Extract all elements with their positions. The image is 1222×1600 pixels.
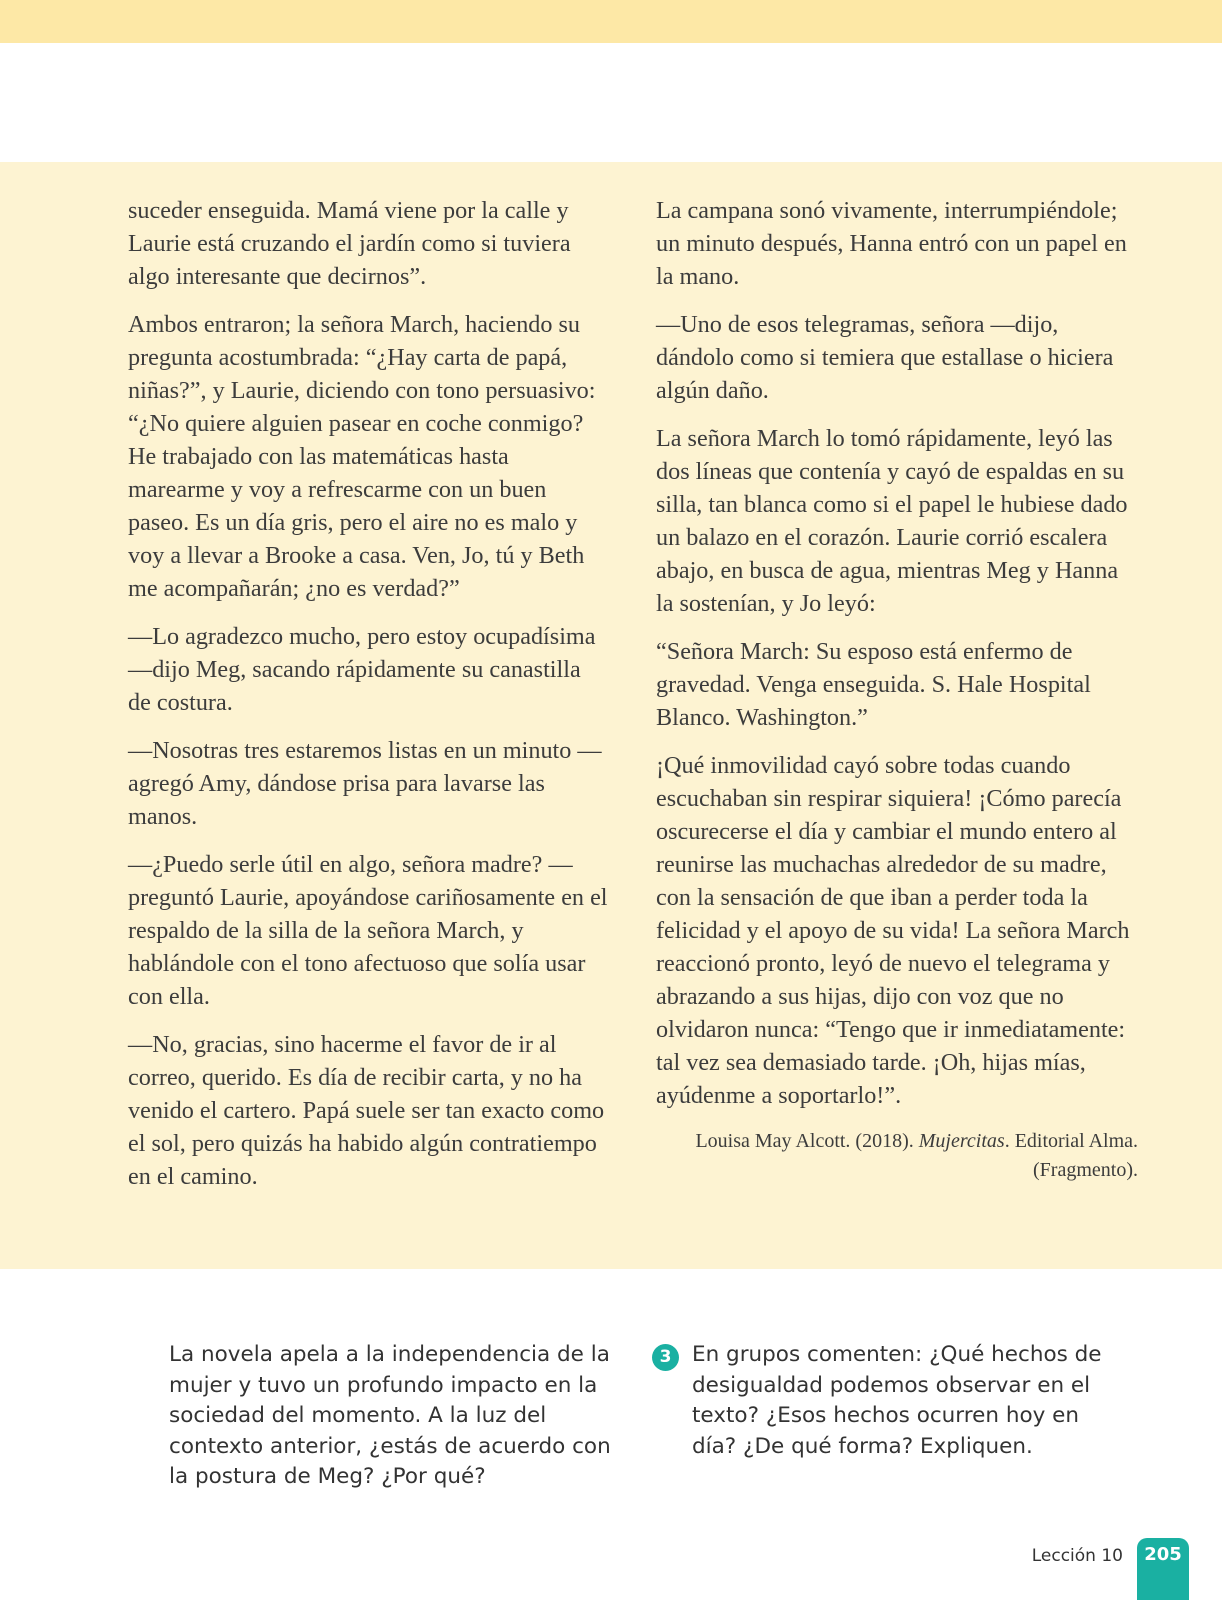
reading-paragraph: suceder enseguida. Mamá viene por la calle y Laurie está cruzando el jardín como si tuviera algo interesante que decirnos”. bbox=[128, 197, 571, 290]
reading-paragraph: “Señora March: Su esposo está enfermo de gravedad. Venga enseguida. S. Hale Hospital Blanco. Washington.” bbox=[656, 638, 1091, 731]
citation-title: Mujercitas bbox=[918, 1130, 1005, 1152]
citation-author: Louisa May Alcott. (2018). bbox=[695, 1130, 919, 1152]
reading-column-right bbox=[656, 194, 1138, 1185]
citation-publisher: . Editorial Alma. (Fragmento). bbox=[1004, 1130, 1138, 1181]
activity-text: La novela apela a la independencia de la mujer y tuvo un profundo impacto en la sociedad del momento. A la luz del contexto anterior, ¿estás de acuerdo con la postura de Meg? ¿Por qué? bbox=[169, 1342, 611, 1489]
activity-number-badge: 3 bbox=[652, 1344, 679, 1371]
reading-paragraph: —Lo agradezco mucho, pero estoy ocupadísima —dijo Meg, sacando rápidamente su canastilla de costura. bbox=[128, 623, 596, 716]
activity-question-left bbox=[169, 1340, 619, 1493]
activity-text: En grupos comenten: ¿Qué hechos de desigualdad podemos observar en el texto? ¿Esos hechos ocurren hoy en día? ¿De qué forma? Expliquen. bbox=[692, 1342, 1102, 1459]
reading-paragraph: La señora March lo tomó rápidamente, leyó las dos líneas que contenía y cayó de espaldas en su silla, tan blanca como si el papel le hubiese dado un balazo en el corazón. Laurie corrió escalera abajo, en busca de agua, mientras Meg y Hanna la sostenían, y Jo leyó: bbox=[656, 425, 1128, 617]
reading-paragraph: ¡Qué inmovilidad cayó sobre todas cuando escuchaban sin respirar siquiera! ¡Cómo parecía oscurecerse el día y cambiar el mundo entero al reunirse las muchachas alrededor de su madre, con la sensación de que iban a perder toda la felicidad y el apoyo de su vida! La señora March reaccionó pronto, leyó de nuevo el telegrama y abrazando a sus hijas, dijo con voz que no olvidaron nunca: “Tengo que ir inmediatamente: tal vez sea demasiado tarde. ¡Oh, hijas mías, ayúdenme a soportarlo!”. bbox=[656, 752, 1130, 1109]
reading-paragraph: La campana sonó vivamente, interrumpiéndole; un minuto después, Hanna entró con un papel en la mano. bbox=[656, 197, 1127, 290]
reading-paragraph: —No, gracias, sino hacerme el favor de ir al correo, querido. Es día de recibir carta, y no ha venido el cartero. Papá suele ser tan exacto como el sol, pero quizás ha habido algún contratiempo en el camino. bbox=[128, 1031, 605, 1190]
source-citation bbox=[656, 1127, 1138, 1185]
activity-item-3 bbox=[652, 1340, 1122, 1462]
reading-paragraph: —Nosotras tres estaremos listas en un minuto —agregó Amy, dándose prisa para lavarse las manos. bbox=[128, 737, 602, 830]
reading-column-left bbox=[128, 194, 608, 1208]
page-number: 205 bbox=[1137, 1538, 1189, 1600]
reading-paragraph: —¿Puedo serle útil en algo, señora madre? —preguntó Laurie, apoyándose cariñosamente en el respaldo de la silla de la señora March, y hablándole con el tono afectuoso que solía usar con ella. bbox=[128, 851, 608, 1010]
top-color-band bbox=[0, 0, 1222, 43]
reading-paragraph: —Uno de esos telegramas, señora —dijo, dándolo como si temiera que estallase o hiciera algún daño. bbox=[656, 311, 1114, 404]
lesson-label: Lección 10 bbox=[1031, 1546, 1123, 1566]
reading-paragraph: Ambos entraron; la señora March, haciendo su pregunta acostumbrada: “¿Hay carta de papá, niñas?”, y Laurie, diciendo con tono persuasivo: “¿No quiere alguien pasear en coche conmigo? He trabajado con las matemáticas hasta marearme y voy a refrescarme con un buen paseo. Es un día gris, pero el aire no es malo y voy a llevar a Brooke a casa. Ven, Jo, tú y Beth me acompañarán; ¿no es verdad?” bbox=[128, 311, 596, 602]
